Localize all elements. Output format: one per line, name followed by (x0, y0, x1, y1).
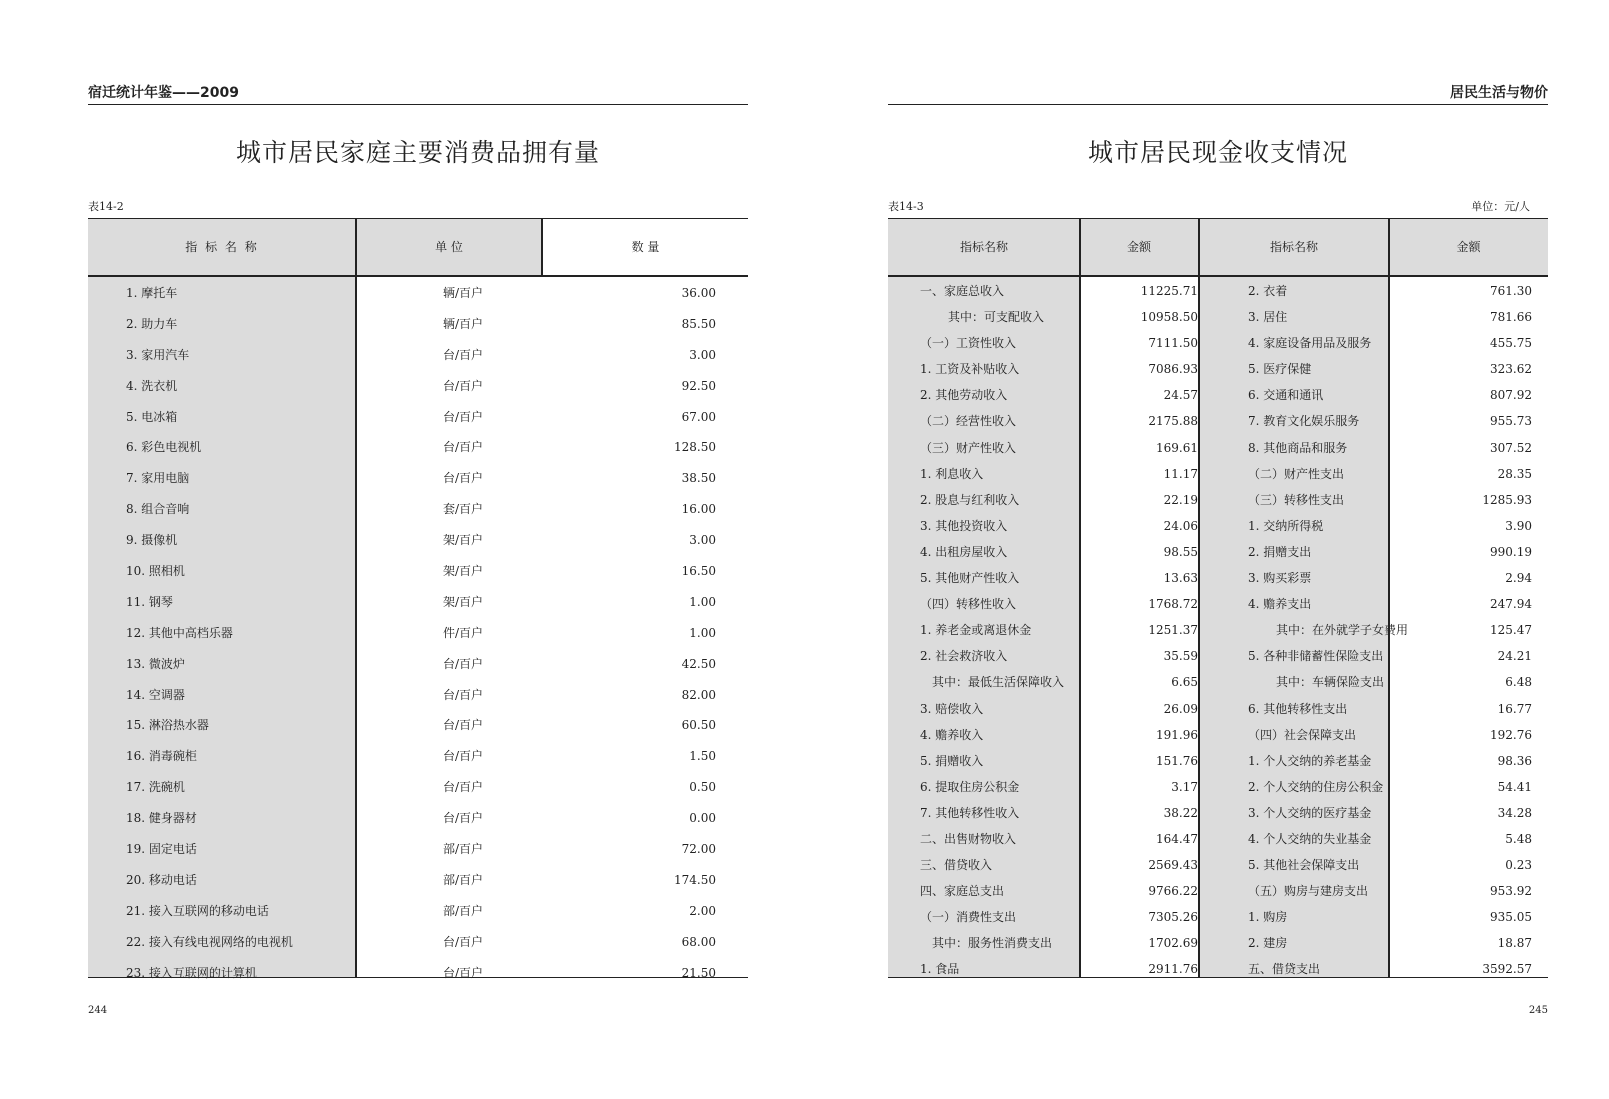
income-item-name: 二、出售财物收入 (920, 831, 1017, 846)
header-amount-2: 金额 (1456, 240, 1481, 254)
item-quantity: 38.50 (681, 471, 716, 486)
table-row (88, 927, 748, 958)
expense-item-amount: 5.48 (1505, 831, 1532, 846)
expense-item-name: 其中：车辆保险支出 (1276, 675, 1385, 690)
item-name: 14. 空调器 (126, 687, 185, 702)
income-item-amount: 9766.22 (1148, 884, 1198, 899)
item-unit: 部/百户 (442, 872, 484, 887)
expense-item-name: 2. 个人交纳的住房公积金 (1248, 779, 1384, 794)
income-item-amount: 3.17 (1171, 779, 1198, 794)
expense-item-amount: 935.05 (1490, 910, 1532, 925)
unit-note: 单位：元/人 (1471, 200, 1530, 213)
table-row (88, 371, 748, 402)
page-number-left: 244 (88, 1005, 108, 1016)
income-item-amount: 35.59 (1163, 649, 1198, 664)
table-body (888, 278, 1548, 983)
item-unit: 台/百户 (442, 409, 484, 424)
expense-item-name: 1. 个人交纳的养老基金 (1248, 753, 1372, 768)
expense-item-name: （二）财产性支出 (1248, 466, 1345, 481)
item-unit: 台/百户 (442, 378, 484, 393)
item-quantity: 16.50 (681, 564, 716, 579)
item-name: 5. 电冰箱 (126, 409, 178, 424)
table-row (88, 587, 748, 618)
item-unit: 台/百户 (442, 471, 484, 486)
consumer-goods-table (88, 218, 748, 978)
income-item-name: 其中：服务性消费支出 (932, 936, 1053, 951)
expense-item-name: 3. 居住 (1248, 310, 1288, 325)
expense-item-name: 五、借贷支出 (1248, 962, 1321, 977)
item-name: 20. 移动电话 (126, 872, 197, 887)
expense-item-name: 2. 衣着 (1248, 284, 1288, 298)
expense-item-amount: 955.73 (1490, 414, 1532, 429)
income-item-name: 一、家庭总收入 (920, 284, 1005, 298)
table-row (88, 834, 748, 865)
table-row (88, 649, 748, 680)
table-row (88, 556, 748, 587)
income-item-name: 4. 出租房屋收入 (920, 544, 1008, 559)
item-quantity: 128.50 (674, 440, 716, 455)
item-name: 6. 彩色电视机 (126, 440, 202, 455)
income-item-amount: 24.57 (1163, 388, 1198, 403)
table-body (88, 278, 748, 988)
income-item-amount: 2569.43 (1148, 858, 1198, 873)
expense-item-name: 8. 其他商品和服务 (1248, 440, 1348, 455)
right-page (888, 0, 1548, 1099)
expense-item-amount: 323.62 (1490, 362, 1532, 377)
expense-item-name: （三）转移性支出 (1248, 492, 1345, 507)
table-row (888, 774, 1548, 800)
item-unit: 台/百户 (442, 965, 484, 980)
item-name: 22. 接入有线电视网络的电视机 (126, 934, 293, 949)
table-row (88, 494, 748, 525)
header-quantity: 数 量 (631, 240, 660, 254)
running-head-left (88, 86, 748, 105)
table-row (88, 309, 748, 340)
item-quantity: 2.00 (689, 903, 716, 918)
item-unit: 辆/百户 (442, 286, 484, 300)
header-rule (88, 275, 748, 277)
expense-item-amount: 16.77 (1497, 701, 1532, 716)
item-quantity: 42.50 (681, 656, 716, 671)
income-item-name: 3. 其他投资收入 (920, 518, 1008, 533)
item-unit: 台/百户 (442, 934, 484, 949)
table-row (888, 356, 1548, 382)
table-row (88, 710, 748, 741)
income-item-amount: 151.76 (1156, 753, 1198, 768)
page-title-left: 城市居民家庭主要消费品拥有量 (235, 138, 600, 167)
table-row (888, 435, 1548, 461)
expense-item-name: 1. 购房 (1248, 910, 1288, 925)
expense-item-name: 4. 赡养支出 (1248, 597, 1312, 612)
income-item-amount: 164.47 (1156, 831, 1198, 846)
item-quantity: 1.00 (689, 625, 716, 640)
income-item-amount: 191.96 (1156, 727, 1198, 742)
income-item-amount: 2175.88 (1148, 414, 1198, 429)
expense-item-amount: 125.47 (1490, 623, 1532, 638)
item-name: 12. 其他中高档乐器 (126, 625, 233, 640)
item-quantity: 67.00 (681, 409, 716, 424)
table-row (888, 643, 1548, 669)
income-item-amount: 169.61 (1156, 440, 1198, 455)
table-row (888, 748, 1548, 774)
item-name: 11. 钢琴 (126, 594, 173, 609)
table-row (88, 865, 748, 896)
header-name-2: 指标名称 (1269, 240, 1318, 254)
expense-item-amount: 1285.93 (1482, 492, 1532, 507)
table-row (888, 461, 1548, 487)
income-item-name: 其中：可支配收入 (948, 310, 1045, 325)
income-item-name: 1. 食品 (920, 962, 960, 977)
table-row (888, 330, 1548, 356)
item-name: 17. 洗碗机 (126, 780, 185, 795)
income-item-name: 5. 其他财产性收入 (920, 571, 1020, 586)
income-item-name: 2. 股息与红利收入 (920, 492, 1020, 507)
item-unit: 台/百户 (442, 749, 484, 764)
expense-item-name: 其中：在外就学子女费用 (1276, 623, 1409, 638)
income-item-name: （三）财产性收入 (920, 440, 1017, 455)
item-unit: 台/百户 (442, 440, 484, 455)
item-quantity: 1.50 (689, 749, 716, 764)
expense-item-name: 5. 医疗保健 (1248, 362, 1312, 377)
item-quantity: 36.00 (681, 286, 716, 300)
item-quantity: 3.00 (689, 533, 716, 548)
header-name: 指 标 名 称 (185, 240, 259, 254)
income-item-name: （二）经营性收入 (920, 414, 1017, 429)
table-row (888, 878, 1548, 904)
item-quantity: 21.50 (681, 965, 716, 980)
item-quantity: 60.50 (681, 718, 716, 733)
income-item-name: 5. 捐赠收入 (920, 753, 984, 768)
table-row (888, 696, 1548, 722)
expense-item-name: 1. 交纳所得税 (1248, 518, 1324, 533)
table-row (88, 680, 748, 711)
income-item-name: （一）消费性支出 (920, 910, 1017, 925)
expense-item-name: （五）购房与建房支出 (1248, 884, 1369, 899)
expense-item-amount: 781.66 (1490, 310, 1532, 325)
expense-item-name: 4. 家庭设备用品及服务 (1248, 336, 1372, 351)
expense-item-name: （四）社会保障支出 (1248, 727, 1357, 742)
table-row (888, 904, 1548, 930)
table-number-right: 表14-3 (888, 200, 924, 213)
expense-item-amount: 761.30 (1490, 284, 1532, 298)
income-item-amount: 6.65 (1171, 675, 1198, 690)
item-name: 15. 淋浴热水器 (126, 718, 209, 733)
running-head-right (888, 86, 1548, 105)
item-quantity: 0.00 (689, 811, 716, 826)
expense-item-name: 5. 各种非储蓄性保险支出 (1248, 649, 1384, 664)
expense-item-amount: 18.87 (1497, 936, 1532, 951)
table-row (88, 278, 748, 309)
income-item-name: 2. 其他劳动收入 (920, 388, 1008, 403)
expense-item-amount: 6.48 (1505, 675, 1532, 690)
income-item-amount: 11.17 (1163, 466, 1198, 481)
income-item-name: 1. 养老金或离退休金 (920, 623, 1032, 638)
expense-item-amount: 2.94 (1505, 571, 1532, 586)
item-unit: 台/百户 (442, 780, 484, 795)
item-name: 9. 摄像机 (126, 533, 178, 548)
table-row (888, 304, 1548, 330)
table-row (88, 463, 748, 494)
table-row (888, 382, 1548, 408)
expense-item-amount: 28.35 (1497, 466, 1532, 481)
item-quantity: 92.50 (681, 378, 716, 393)
item-quantity: 82.00 (681, 687, 716, 702)
table-row (888, 487, 1548, 513)
income-item-name: 四、家庭总支出 (920, 884, 1005, 899)
expense-item-amount: 24.21 (1497, 649, 1532, 664)
item-unit: 架/百户 (442, 533, 484, 548)
income-item-name: 1. 工资及补贴收入 (920, 362, 1020, 377)
income-item-name: 3. 赔偿收入 (920, 701, 984, 716)
item-quantity: 72.00 (681, 842, 716, 857)
table-row (888, 852, 1548, 878)
income-item-amount: 2911.76 (1148, 962, 1198, 977)
table-row (88, 896, 748, 927)
item-unit: 套/百户 (442, 502, 484, 517)
item-unit: 台/百户 (442, 347, 484, 362)
item-name: 3. 家用汽车 (126, 347, 190, 362)
table-row (88, 741, 748, 772)
income-item-amount: 98.55 (1163, 544, 1198, 559)
table-number-left: 表14-2 (88, 200, 124, 213)
item-quantity: 16.00 (681, 502, 716, 517)
income-item-name: （四）转移性收入 (920, 597, 1017, 612)
expense-item-amount: 98.36 (1497, 753, 1532, 768)
item-quantity: 85.50 (681, 316, 716, 331)
income-item-name: 其中：最低生活保障收入 (932, 675, 1065, 690)
expense-item-name: 6. 其他转移性支出 (1248, 701, 1348, 716)
income-item-amount: 13.63 (1163, 571, 1198, 586)
table-row (888, 565, 1548, 591)
table-row (88, 803, 748, 834)
item-name: 2. 助力车 (126, 316, 178, 331)
expense-item-name: 5. 其他社会保障支出 (1248, 858, 1360, 873)
income-item-name: 7. 其他转移性收入 (920, 805, 1020, 820)
income-item-amount: 24.06 (1163, 518, 1198, 533)
cash-income-expense-table (888, 218, 1548, 978)
table-row (88, 402, 748, 433)
expense-item-name: 3. 个人交纳的医疗基金 (1248, 805, 1372, 820)
income-item-name: 三、借贷收入 (920, 858, 993, 873)
income-item-amount: 7111.50 (1148, 336, 1198, 351)
expense-item-name: 2. 捐赠支出 (1248, 544, 1312, 559)
expense-item-amount: 54.41 (1497, 779, 1532, 794)
table-row (888, 956, 1548, 982)
expense-item-amount: 953.92 (1490, 884, 1532, 899)
table-row (888, 826, 1548, 852)
expense-item-amount: 990.19 (1490, 544, 1532, 559)
table-row (888, 722, 1548, 748)
item-unit: 架/百户 (442, 564, 484, 579)
page-title-right: 城市居民现金收支情况 (1087, 138, 1348, 167)
expense-item-name: 6. 交通和通讯 (1248, 388, 1324, 403)
table-row (888, 800, 1548, 826)
income-item-amount: 7086.93 (1148, 362, 1198, 377)
income-item-amount: 7305.26 (1148, 910, 1198, 925)
left-page (88, 0, 748, 1099)
expense-item-name: 2. 建房 (1248, 936, 1288, 951)
expense-item-name: 4. 个人交纳的失业基金 (1248, 831, 1372, 846)
item-name: 7. 家用电脑 (126, 471, 190, 486)
item-unit: 台/百户 (442, 811, 484, 826)
table-row (888, 930, 1548, 956)
item-quantity: 0.50 (689, 780, 716, 795)
table-row (88, 772, 748, 803)
expense-item-amount: 247.94 (1490, 597, 1532, 612)
table-row (888, 617, 1548, 643)
item-name: 19. 固定电话 (126, 842, 197, 857)
income-item-amount: 11225.71 (1140, 284, 1198, 298)
header-unit: 单 位 (435, 240, 463, 254)
item-name: 4. 洗衣机 (126, 378, 178, 393)
item-quantity: 68.00 (681, 934, 716, 949)
expense-item-amount: 3592.57 (1482, 962, 1532, 977)
header-amount-1: 金额 (1126, 240, 1151, 254)
expense-item-amount: 0.23 (1505, 858, 1532, 873)
income-item-name: 6. 提取住房公积金 (920, 779, 1020, 794)
item-name: 21. 接入互联网的移动电话 (126, 903, 269, 918)
income-item-amount: 1251.37 (1148, 623, 1198, 638)
expense-item-name: 3. 购买彩票 (1248, 571, 1312, 586)
table-row (88, 618, 748, 649)
income-item-amount: 38.22 (1163, 805, 1198, 820)
expense-item-amount: 307.52 (1490, 440, 1532, 455)
expense-item-amount: 455.75 (1490, 336, 1532, 351)
table-row (88, 958, 748, 989)
item-quantity: 3.00 (689, 347, 716, 362)
expense-item-amount: 192.76 (1490, 727, 1532, 742)
income-item-name: 4. 赡养收入 (920, 727, 984, 742)
header-name-1: 指标名称 (959, 240, 1008, 254)
table-row (888, 591, 1548, 617)
income-item-amount: 10958.50 (1140, 310, 1198, 325)
table-row (888, 669, 1548, 695)
table-row (888, 278, 1548, 304)
item-unit: 辆/百户 (442, 316, 484, 331)
item-name: 8. 组合音响 (126, 502, 190, 517)
table-row (88, 525, 748, 556)
income-item-amount: 1768.72 (1148, 597, 1198, 612)
item-unit: 件/百户 (442, 625, 484, 640)
income-item-amount: 26.09 (1163, 701, 1198, 716)
income-item-name: （一）工资性收入 (920, 336, 1017, 351)
item-unit: 部/百户 (442, 842, 484, 857)
table-row (88, 340, 748, 371)
table-row (88, 432, 748, 463)
item-name: 16. 消毒碗柜 (126, 749, 197, 764)
item-name: 18. 健身器材 (126, 811, 197, 826)
item-unit: 台/百户 (442, 718, 484, 733)
expense-item-amount: 807.92 (1490, 388, 1532, 403)
page-number-right: 245 (1528, 1005, 1548, 1016)
item-name: 23. 接入互联网的计算机 (126, 965, 257, 980)
expense-item-amount: 34.28 (1497, 805, 1532, 820)
item-unit: 台/百户 (442, 656, 484, 671)
item-name: 1. 摩托车 (126, 286, 178, 300)
item-unit: 台/百户 (442, 687, 484, 702)
table-row (888, 539, 1548, 565)
expense-item-amount: 3.90 (1505, 518, 1532, 533)
item-unit: 架/百户 (442, 594, 484, 609)
income-item-amount: 22.19 (1163, 492, 1198, 507)
expense-item-name: 7. 教育文化娱乐服务 (1248, 414, 1360, 429)
table-row (888, 408, 1548, 434)
item-quantity: 1.00 (689, 594, 716, 609)
chapter-title: 居民生活与物价 (1450, 85, 1548, 101)
income-item-name: 1. 利息收入 (920, 466, 984, 481)
yearbook-title: 宿迁统计年鉴——2009 (88, 85, 239, 101)
header-rule (888, 275, 1548, 277)
item-name: 10. 照相机 (126, 564, 185, 579)
table-row (888, 513, 1548, 539)
income-item-name: 2. 社会救济收入 (920, 649, 1008, 664)
item-name: 13. 微波炉 (126, 656, 185, 671)
item-quantity: 174.50 (674, 872, 716, 887)
income-item-amount: 1702.69 (1148, 936, 1198, 951)
item-unit: 部/百户 (442, 903, 484, 918)
